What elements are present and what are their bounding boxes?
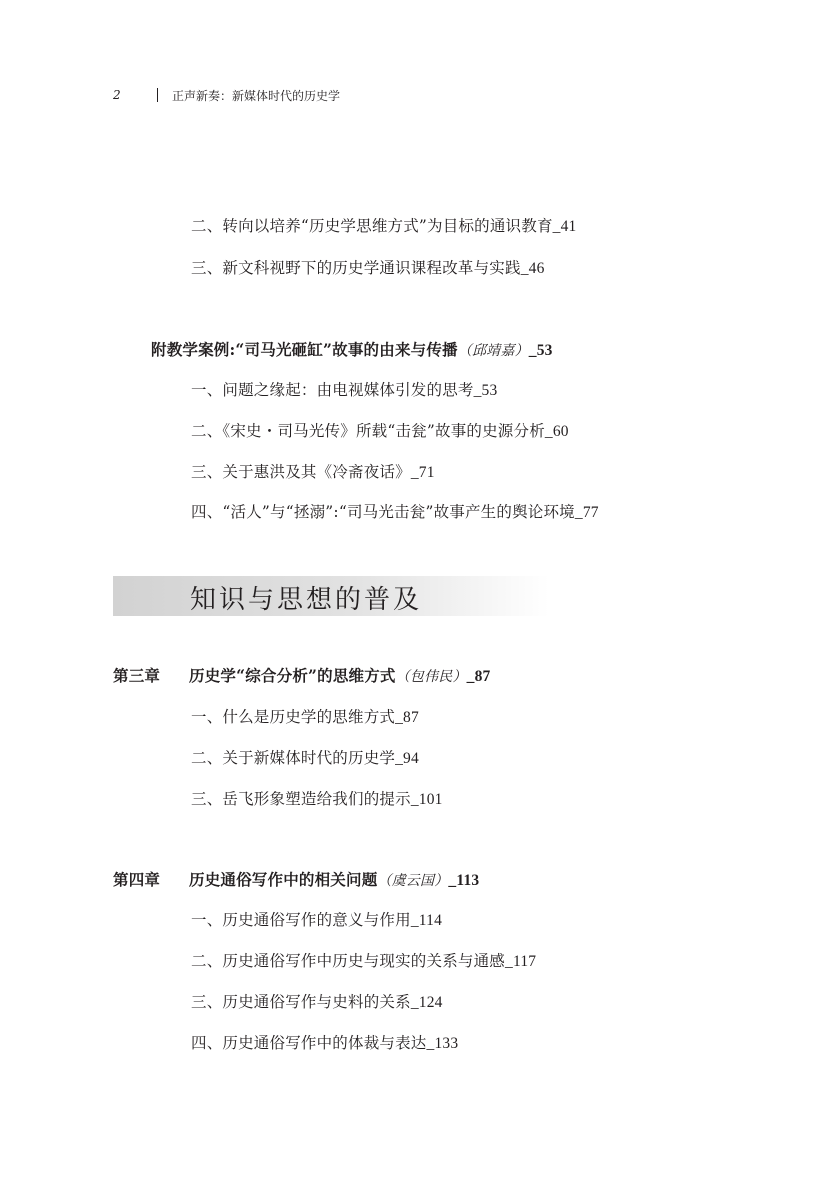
chapter-title: 历史通俗写作中的相关问题 — [189, 870, 378, 889]
toc-entry-text: 三、岳飞形象塑造给我们的提示 — [191, 790, 411, 808]
toc-entry-text: 三、关于惠洪及其《冷斋夜话》 — [191, 463, 411, 481]
toc-entry-page: _87 — [395, 709, 419, 726]
toc-entry-page: _133 — [426, 1035, 459, 1052]
toc-entry[interactable] — [191, 990, 443, 1012]
toc-entry-page: _41 — [552, 218, 577, 235]
toc-entry-page: _117 — [505, 953, 537, 970]
chapter-page: _87 — [466, 668, 491, 685]
toc-entry-text: 三、历史通俗写作与史料的关系 — [191, 993, 411, 1011]
page-number: 2 — [113, 88, 121, 102]
toc-entry-page: _46 — [520, 260, 545, 277]
toc-entry-text: 四、“活人”与“拯溺”:“司马光击瓮”故事产生的舆论环境 — [191, 503, 575, 521]
toc-entry-text: 一、历史通俗写作的意义与作用 — [191, 911, 411, 929]
section-title: 知识与思想的普及 — [190, 585, 423, 615]
chapter-page: _113 — [448, 872, 480, 889]
toc-entry-page: _60 — [544, 423, 569, 440]
toc-entry-text: 二、关于新媒体时代的历史学 — [191, 749, 396, 767]
chapter-author: （虞云国） — [377, 873, 449, 889]
toc-entry-text: 三、新文科视野下的历史学通识课程改革与实践 — [191, 259, 521, 277]
toc-entry-text: 二、《宋史・司马光传》所载“击瓮”故事的史源分析 — [191, 422, 545, 440]
toc-entry-page: _101 — [410, 791, 443, 808]
toc-entry[interactable] — [191, 378, 497, 400]
toc-entry-text: 一、问题之缘起：由电视媒体引发的思考 — [191, 381, 474, 399]
case-heading[interactable] — [151, 338, 553, 360]
toc-entry[interactable] — [191, 419, 569, 441]
toc-entry[interactable] — [191, 787, 443, 809]
header-divider — [157, 88, 158, 102]
toc-entry[interactable] — [191, 500, 599, 522]
toc-entry-text: 四、历史通俗写作中的体裁与表达 — [191, 1034, 427, 1052]
toc-entry-page: _77 — [574, 504, 599, 521]
case-page: _53 — [528, 342, 553, 359]
chapter-heading[interactable] — [113, 664, 491, 686]
chapter-heading[interactable] — [113, 868, 479, 890]
toc-entry[interactable] — [191, 949, 536, 971]
chapter-label: 第四章 — [113, 870, 161, 889]
toc-entry-page: _114 — [410, 912, 443, 929]
toc-entry-page: _71 — [410, 464, 435, 481]
chapter-author: （包伟民） — [395, 669, 467, 685]
case-title: 附教学案例:“司马光砸缸”故事的由来与传播 — [151, 340, 458, 359]
toc-entry-text: 二、转向以培养“历史学思维方式”为目标的通识教育 — [191, 217, 553, 235]
toc-entry-page: _53 — [473, 382, 498, 399]
toc-entry[interactable] — [191, 214, 577, 236]
toc-entry-page: _94 — [395, 750, 419, 767]
toc-entry[interactable] — [191, 746, 419, 768]
chapter-title: 历史学“综合分析”的思维方式 — [189, 666, 396, 685]
toc-entry-text: 一、什么是历史学的思维方式 — [191, 708, 396, 726]
toc-entry-page: _124 — [410, 994, 443, 1011]
running-header — [113, 86, 340, 104]
case-author: （邱靖嘉） — [457, 343, 529, 359]
toc-entry[interactable] — [191, 1031, 458, 1053]
toc-entry-text: 二、历史通俗写作中历史与现实的关系与通感 — [191, 952, 506, 970]
chapter-label: 第三章 — [113, 666, 161, 685]
book-title: 正声新奏：新媒体时代的历史学 — [172, 88, 341, 103]
toc-entry[interactable] — [191, 705, 419, 727]
toc-entry[interactable] — [191, 908, 442, 930]
toc-entry[interactable] — [191, 460, 435, 482]
toc-entry[interactable] — [191, 256, 545, 278]
